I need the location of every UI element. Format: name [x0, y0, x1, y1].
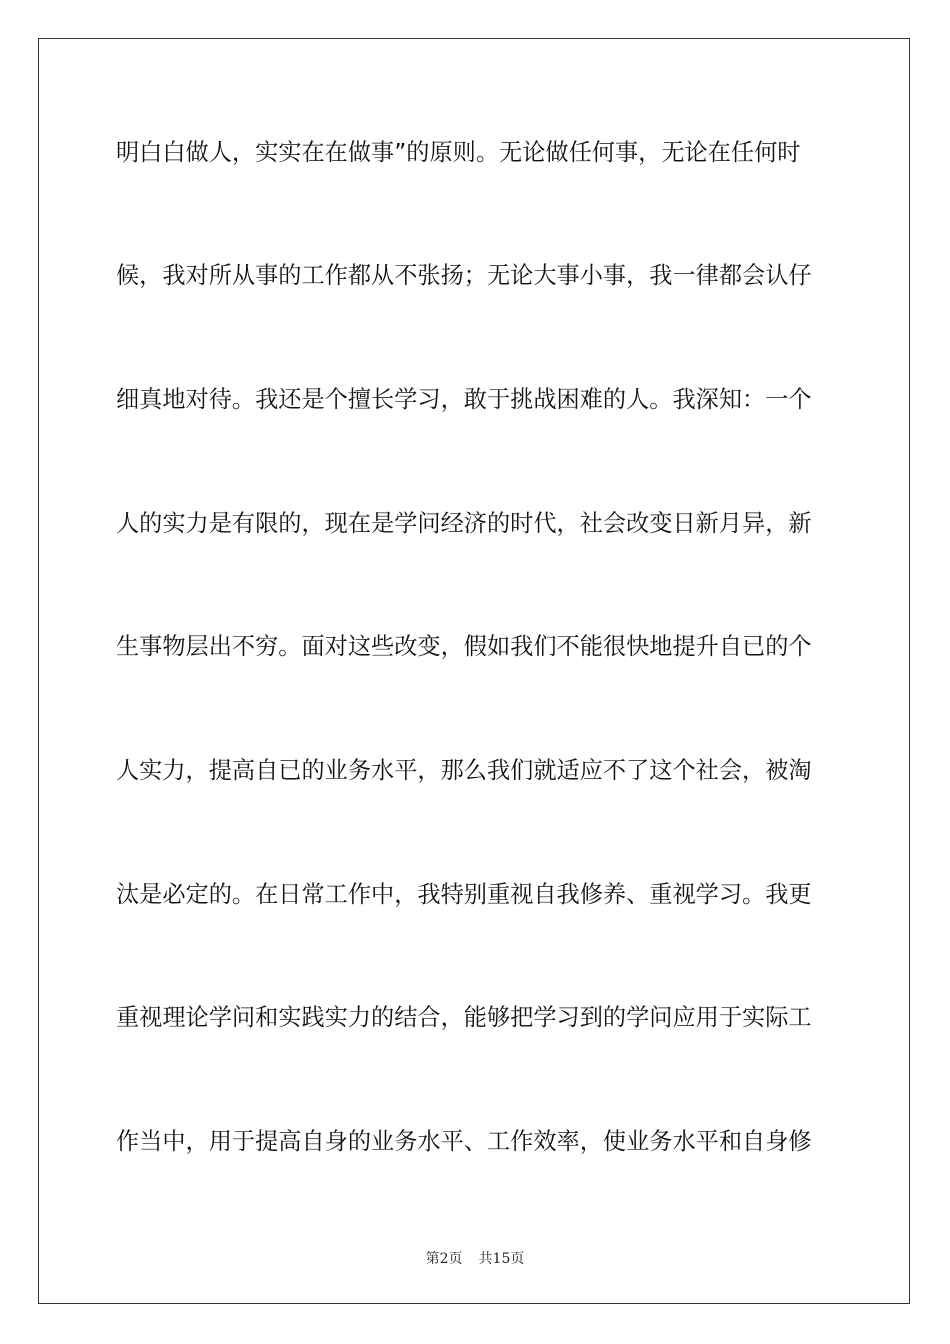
page-footer [0, 1248, 950, 1268]
text-line: 人的实力是有限的，现在是学问经济的时代，社会改变日新月异，新 [116, 510, 812, 537]
page-border [38, 38, 910, 1304]
text-line: 生事物层出不穷。面对这些改变，假如我们不能很快地提升自已的个 [116, 633, 812, 660]
text-line: 人实力，提高自已的业务水平，那么我们就适应不了这个社会，被淘 [116, 757, 812, 784]
text-line: 汰是必定的。在日常工作中，我特别重视自我修养、重视学习。我更 [116, 881, 812, 908]
page-total: 共15页 [478, 1251, 525, 1267]
text-line: 细真地对待。我还是个擅长学习，敢于挑战困难的人。我深知：一个 [116, 386, 812, 413]
text-line: 重视理论学问和实践实力的结合，能够把学习到的学问应用于实际工 [116, 1004, 812, 1031]
page-number: 第2页 [425, 1251, 463, 1267]
text-line: 候，我对所从事的工作都从不张扬；无论大事小事，我一律都会认仔 [116, 262, 812, 289]
text-line: 明白白做人，实实在在做事”的原则。无论做任何事，无论在任何时 [116, 139, 801, 166]
text-line: 作当中，用于提高自身的业务水平、工作效率，使业务水平和自身修 [116, 1128, 812, 1155]
